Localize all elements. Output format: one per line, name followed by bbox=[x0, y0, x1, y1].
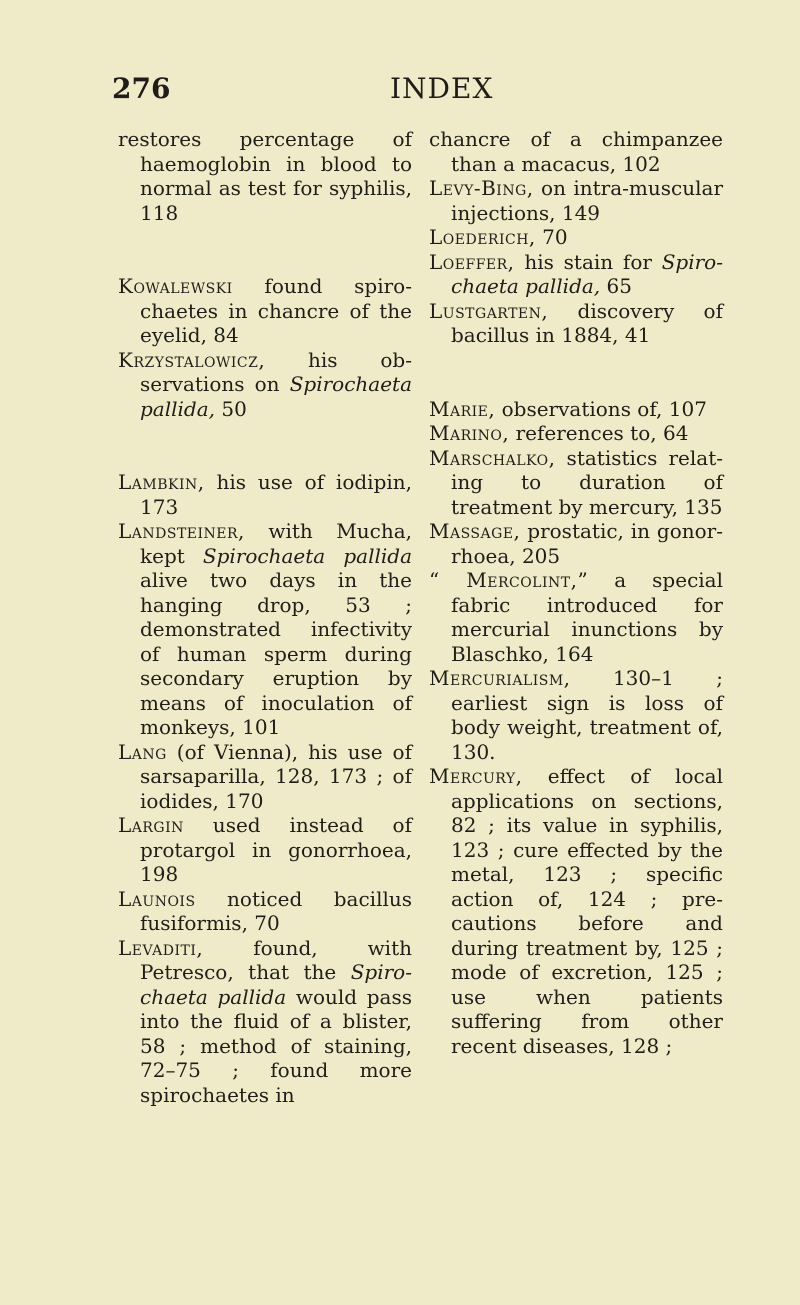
entry-heading: “ Mercolint,” bbox=[429, 568, 589, 592]
index-entry: Lustgarten, discovery of bacillus in 1884, 41 bbox=[429, 298, 723, 347]
index-entry: chancre of a chimpanzee than a macacus, 102 bbox=[429, 127, 723, 176]
index-entry: Kowalewski found spirochaetes in chancre of the eyelid, 84 bbox=[118, 274, 412, 347]
page-header bbox=[0, 72, 800, 112]
entry-heading: Levaditi, bbox=[118, 935, 204, 960]
index-entry: Largin used instead of protargol in gonorrhoea, 198 bbox=[118, 813, 412, 886]
page-number: 276 bbox=[112, 72, 171, 105]
index-column-right bbox=[429, 127, 723, 1058]
entry-heading: Landsteiner, bbox=[118, 519, 245, 543]
index-entry: Lang (of Vienna), his use of sarsaparilla, 128, 173 ; of iodides, 170 bbox=[118, 739, 412, 813]
entry-heading: Lang bbox=[118, 739, 167, 764]
index-entry: Massage, prostatic, in gonorrhoea, 205 bbox=[429, 519, 723, 568]
index-entry: Lambkin, his use of iodipin, 173 bbox=[118, 470, 412, 519]
index-entry: Mercury, effect of local applications on sections, 82 ; its value in syphilis, 123 ; cure effected by the metal, 123 ; specific action of, 124 ; precautions before and during treatment by, 125 ; mode of excretion, 125 ; use when patients suffering from other recent diseases, 128 ; bbox=[429, 764, 723, 1058]
index-entry: Loeffer, his stain for Spirochaeta pallida, 65 bbox=[429, 249, 723, 298]
index-entry: Krzystalowicz, his observations on Spirochaeta pallida, 50 bbox=[118, 347, 412, 421]
index-entry: Mercurialism, 130–1 ; earliest sign is loss of body weight, treatment of, 130. bbox=[429, 666, 723, 764]
index-entry: Marie, observations of, 107 bbox=[429, 396, 707, 421]
entry-heading: Kowalewski bbox=[118, 274, 233, 298]
entry-heading: Marie, bbox=[429, 396, 496, 421]
entry-heading: Massage, bbox=[429, 519, 521, 543]
entry-heading: Launois bbox=[118, 886, 196, 911]
page-title: INDEX bbox=[390, 72, 494, 105]
index-entry: Loederich, 70 bbox=[429, 225, 568, 249]
entry-heading: Mercury, bbox=[429, 764, 523, 788]
index-entry: “ Mercolint,” a special fabric introduced for mercurial inunctions by Blaschko, 164 bbox=[429, 568, 723, 666]
entry-heading: Mercurialism, bbox=[429, 666, 571, 690]
entry-heading: Loederich, bbox=[429, 225, 536, 249]
entry-heading: Marino, bbox=[429, 421, 510, 445]
index-entry: Marino, references to, 64 bbox=[429, 421, 689, 445]
index-entry: restores percentage of haemoglobin in blood to normal as test for syphilis, 118 bbox=[118, 127, 412, 225]
index-entry: Levy-Bing, on intra-muscular injections, 149 bbox=[429, 176, 723, 225]
entry-heading: Lambkin, bbox=[118, 470, 205, 494]
entry-heading: Loeffer, bbox=[429, 249, 515, 274]
index-column-left bbox=[118, 127, 412, 1107]
entry-heading: Largin bbox=[118, 813, 184, 837]
index-entry: Marschalko, statistics relating to duration of treatment by mercury, 135 bbox=[429, 445, 723, 519]
entry-heading: Krzystalowicz, bbox=[118, 347, 266, 372]
entry-heading: Lustgarten, bbox=[429, 298, 549, 323]
index-entry: Levaditi, found, with Petresco, that the Spirochaeta pallida would pass into the fluid of a blister, 58 ; method of staining, 72–75 ; found more spirochaetes in bbox=[118, 935, 412, 1107]
entry-heading: Marschalko, bbox=[429, 445, 556, 470]
index-entry: Landsteiner, with Mucha, kept Spirochaeta pallida alive two days in the hanging drop, 53 ; demonstrated infectivity of human sperm during secondary eruption by means of inoculation of monkeys, 101 bbox=[118, 519, 412, 739]
index-entry: Launois noticed bacillus fusiformis, 70 bbox=[118, 886, 412, 935]
entry-heading: Levy-Bing, bbox=[429, 176, 534, 200]
